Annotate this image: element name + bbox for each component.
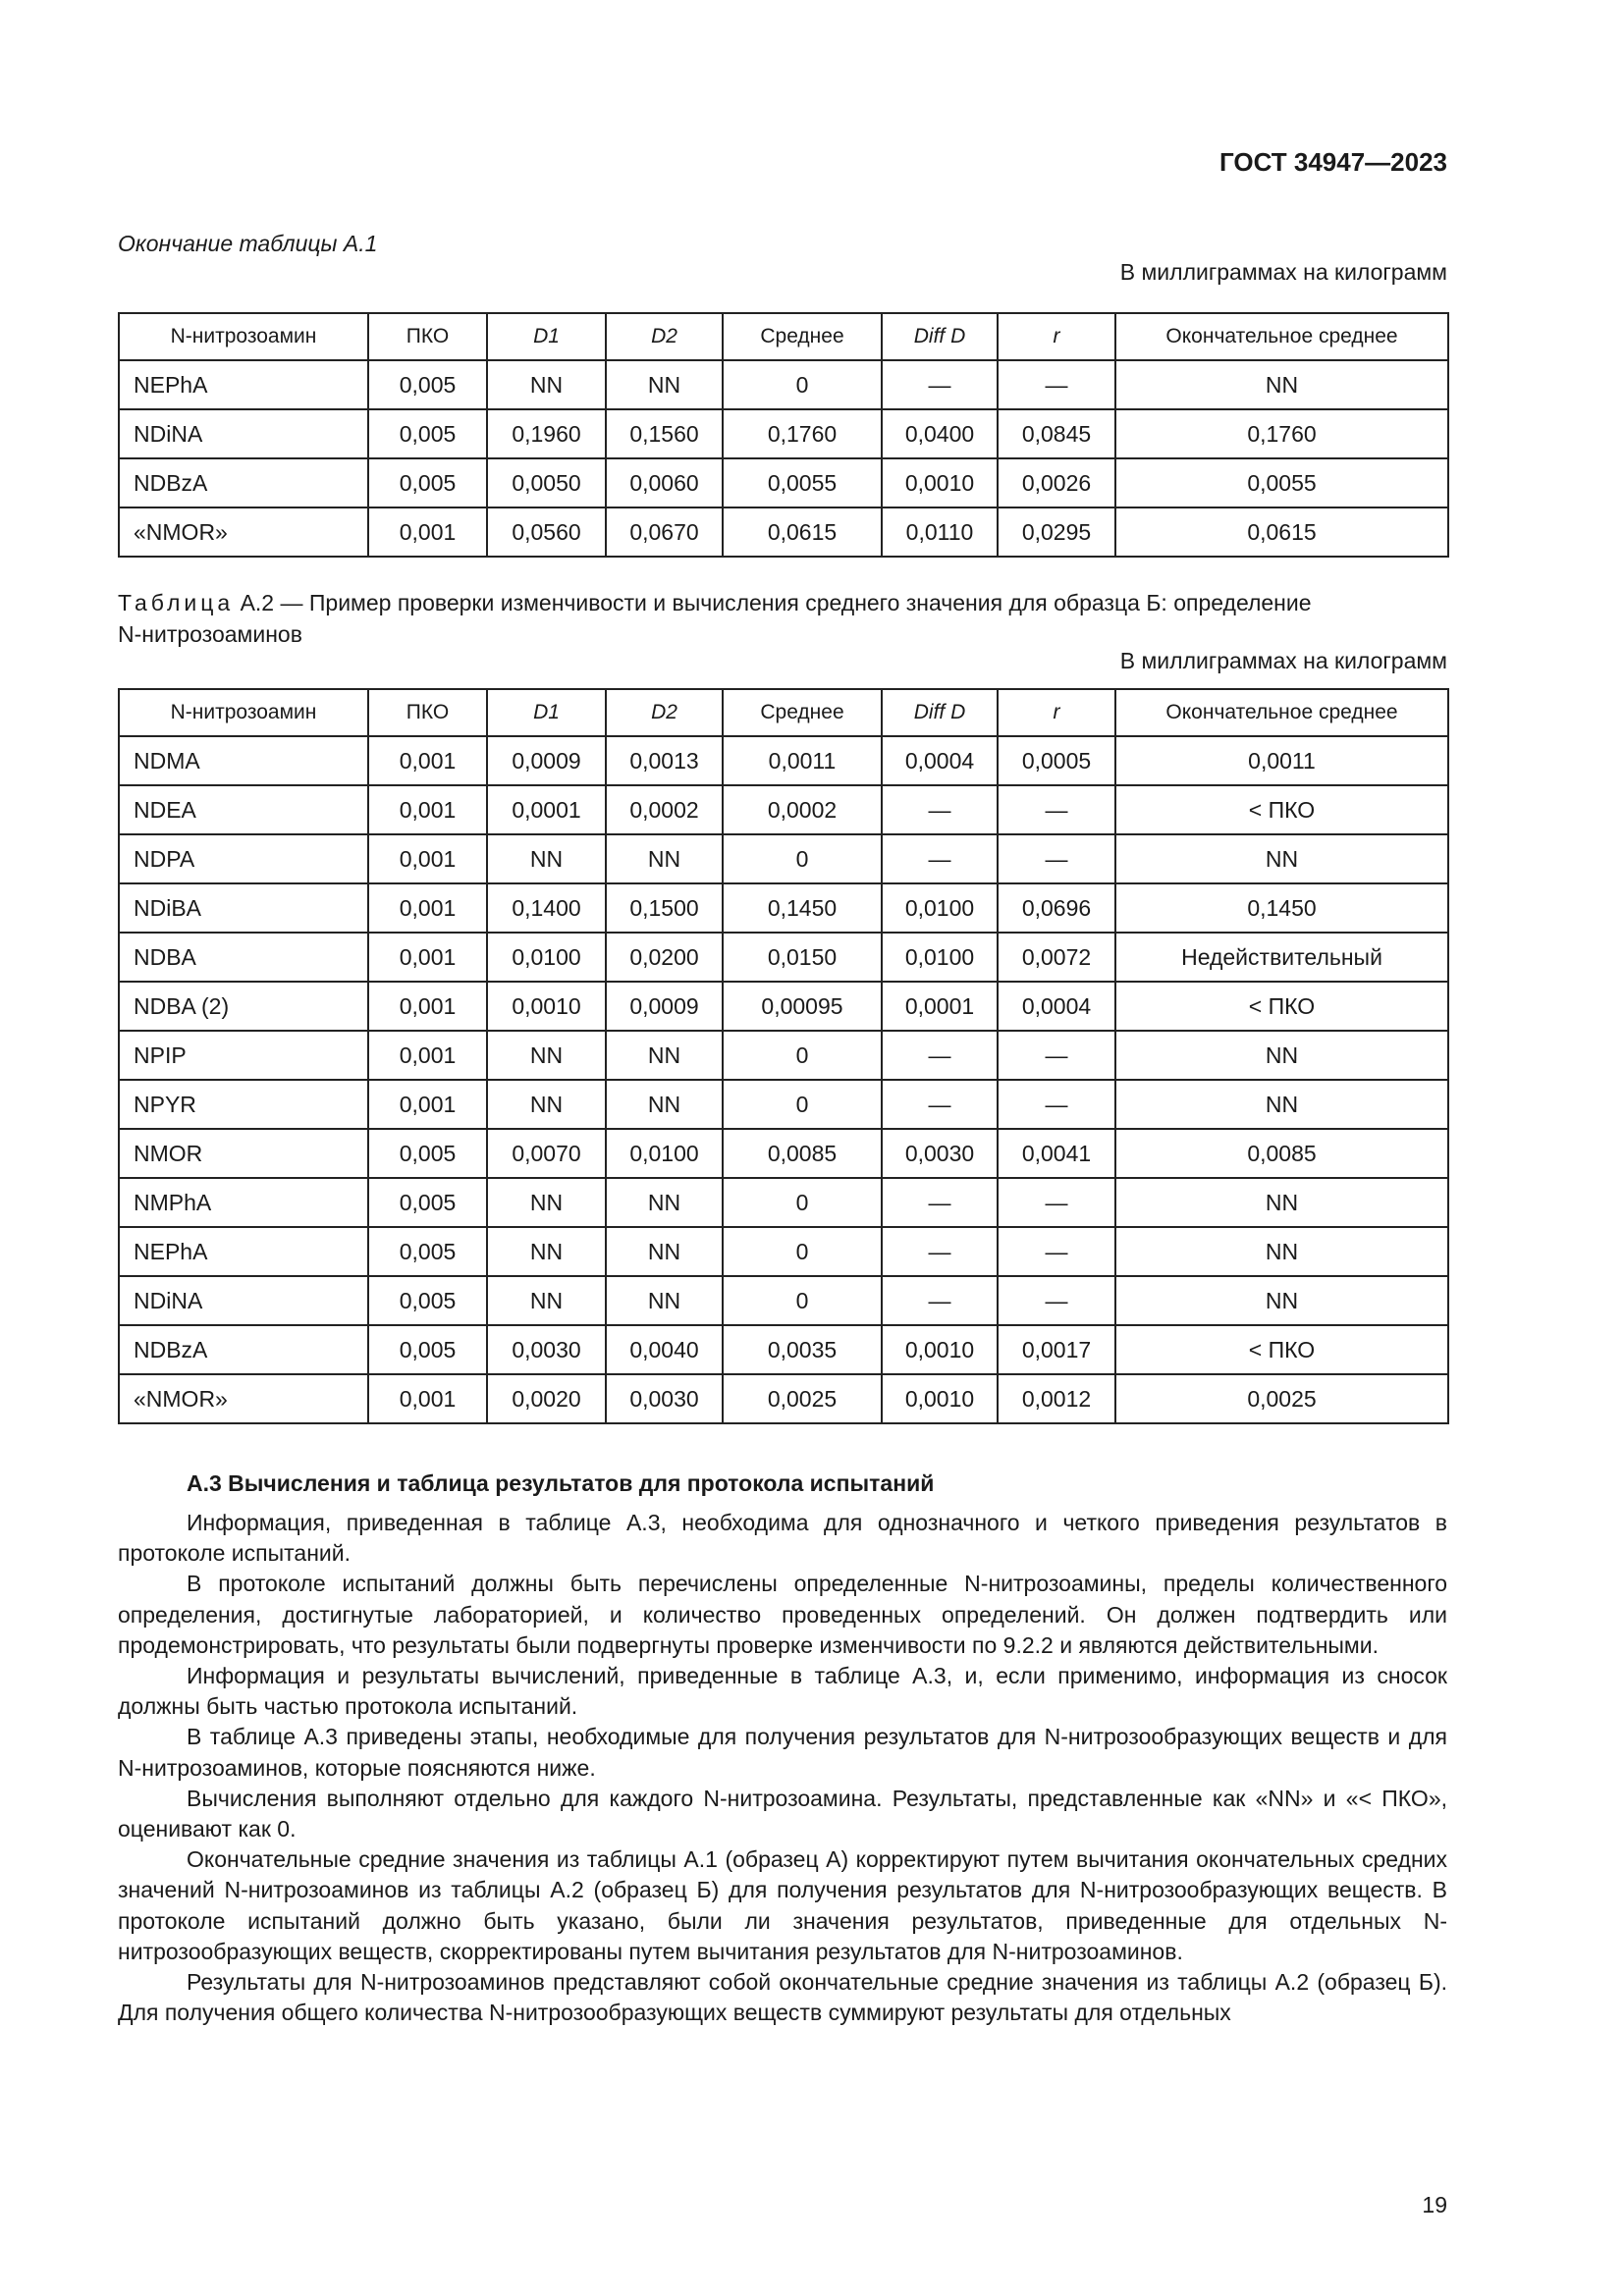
table-cell: 0,0100 [487, 933, 606, 982]
table-row [119, 785, 1448, 834]
table-cell: — [882, 1031, 998, 1080]
table1-caption: Окончание таблицы А.1 [118, 231, 378, 256]
table-cell: 0,005 [368, 458, 487, 507]
column-header: D1 [487, 689, 606, 736]
table-cell: 0,005 [368, 1178, 487, 1227]
table-cell: NDiNA [119, 409, 368, 458]
table-a1-end [118, 312, 1449, 558]
table-cell: «NMOR» [119, 1374, 368, 1423]
table-cell: 0,0100 [882, 883, 998, 933]
table-cell: 0,0004 [998, 982, 1115, 1031]
column-header: Среднее [723, 313, 882, 360]
table-cell: — [998, 1276, 1115, 1325]
table-cell: NN [606, 1276, 723, 1325]
paragraph: В протоколе испытаний должны быть перечислены определенные N-нитрозоамины, пределы количественного определения, достигнутые лабораторией, и количество проведенных определений. Он должен подтвердить или продемонстрировать, что результаты были подвергнуты проверке изменчивости по 9.2.2 и являются действительными. [118, 1571, 1447, 1658]
table2-units: В миллиграммах на килограмм [1119, 648, 1447, 673]
table-cell: NN [1115, 360, 1448, 409]
table-cell: 0,0040 [606, 1325, 723, 1374]
table-cell: — [998, 1227, 1115, 1276]
table-cell: Недействительный [1115, 933, 1448, 982]
table-row [119, 1031, 1448, 1080]
table-cell: NDiNA [119, 1276, 368, 1325]
table-cell: 0,1450 [723, 883, 882, 933]
table-cell: 0,0009 [606, 982, 723, 1031]
table-cell: 0,0560 [487, 507, 606, 557]
table-cell: NN [487, 1227, 606, 1276]
table-cell: 0,1960 [487, 409, 606, 458]
table-cell: 0,1760 [1115, 409, 1448, 458]
table-cell: 0,1400 [487, 883, 606, 933]
table-cell: 0,0110 [882, 507, 998, 557]
table-cell: 0,0025 [1115, 1374, 1448, 1423]
table-cell: 0,001 [368, 785, 487, 834]
table-cell: 0,0001 [487, 785, 606, 834]
table-cell: 0,0060 [606, 458, 723, 507]
table-cell: 0,005 [368, 1276, 487, 1325]
table-cell: 0,0017 [998, 1325, 1115, 1374]
table-cell: 0,0085 [1115, 1129, 1448, 1178]
table-row [119, 883, 1448, 933]
table-cell: 0,0615 [1115, 507, 1448, 557]
table-row [119, 360, 1448, 409]
table-cell: 0,0072 [998, 933, 1115, 982]
table-cell: 0,005 [368, 1129, 487, 1178]
table-cell: 0,0035 [723, 1325, 882, 1374]
table-cell: 0,001 [368, 982, 487, 1031]
table-cell: NN [1115, 1227, 1448, 1276]
table-cell: — [998, 360, 1115, 409]
table-cell: NN [1115, 1031, 1448, 1080]
table-cell: 0,0013 [606, 736, 723, 785]
table-row [119, 834, 1448, 883]
table-cell: «NMOR» [119, 507, 368, 557]
table-cell: — [882, 1178, 998, 1227]
table-cell: 0,0085 [723, 1129, 882, 1178]
section-body [118, 1508, 1447, 2028]
table-cell: 0,0030 [606, 1374, 723, 1423]
paragraph: Результаты для N-нитрозоаминов представляют собой окончательные средние значения из таблицы А.2 (образец Б). Для получения общего количества N-нитрозообразующих веществ суммируют результаты для отдельных [118, 1969, 1447, 2026]
column-header: ПКО [368, 689, 487, 736]
table-cell: 0,0100 [882, 933, 998, 982]
column-header: r [998, 689, 1115, 736]
column-header: D1 [487, 313, 606, 360]
column-header: Окончательное среднее [1115, 689, 1448, 736]
table-cell: NN [606, 1031, 723, 1080]
table-cell: 0,005 [368, 1227, 487, 1276]
table-cell: 0,1450 [1115, 883, 1448, 933]
table-cell: 0,0150 [723, 933, 882, 982]
table-cell: NDiBA [119, 883, 368, 933]
table-cell: 0,0615 [723, 507, 882, 557]
table-cell: 0,005 [368, 360, 487, 409]
table-cell: < ПКО [1115, 785, 1448, 834]
table-header-row [119, 689, 1448, 736]
page-number: 19 [1422, 2192, 1447, 2217]
table-cell: 0,005 [368, 1325, 487, 1374]
table-cell: NDBA (2) [119, 982, 368, 1031]
table-row [119, 507, 1448, 557]
table-cell: 0,0100 [606, 1129, 723, 1178]
table-row [119, 1374, 1448, 1423]
column-header: Окончательное среднее [1115, 313, 1448, 360]
table-cell: NN [487, 1178, 606, 1227]
table-cell: NDMA [119, 736, 368, 785]
table-cell: 0,0004 [882, 736, 998, 785]
table-cell: NN [487, 1080, 606, 1129]
table-cell: 0 [723, 1031, 882, 1080]
table-cell: — [882, 1080, 998, 1129]
column-header: Diff D [882, 689, 998, 736]
table2-caption [118, 587, 1312, 650]
column-header: D2 [606, 689, 723, 736]
table-cell: 0,0012 [998, 1374, 1115, 1423]
table-cell: 0,0055 [723, 458, 882, 507]
table-cell: < ПКО [1115, 1325, 1448, 1374]
document-code: ГОСТ 34947—2023 [1219, 147, 1447, 177]
table-cell: 0,0055 [1115, 458, 1448, 507]
table-cell: 0,0002 [723, 785, 882, 834]
table-cell: NN [606, 834, 723, 883]
table-cell: 0,1760 [723, 409, 882, 458]
table2-caption-text: А.2 — Пример проверки изменчивости и вычисления среднего значения для образца Б: определение [234, 590, 1312, 615]
table-row [119, 1227, 1448, 1276]
table-cell: NN [606, 360, 723, 409]
table-cell: NN [1115, 1178, 1448, 1227]
table-row [119, 458, 1448, 507]
table-cell: — [882, 1276, 998, 1325]
table-cell: NDBzA [119, 1325, 368, 1374]
table-cell: 0,001 [368, 883, 487, 933]
table-cell: 0,0011 [723, 736, 882, 785]
table-cell: NN [606, 1178, 723, 1227]
table-cell: NDPA [119, 834, 368, 883]
table-cell: — [998, 1031, 1115, 1080]
table-cell: — [998, 1080, 1115, 1129]
table-cell: 0,001 [368, 1031, 487, 1080]
table-cell: 0,00095 [723, 982, 882, 1031]
table-cell: NN [1115, 1276, 1448, 1325]
table-cell: NN [1115, 1080, 1448, 1129]
table-cell: 0,0010 [882, 458, 998, 507]
table-cell: 0,0010 [487, 982, 606, 1031]
table-row [119, 933, 1448, 982]
table-cell: NN [487, 360, 606, 409]
table-cell: 0,001 [368, 507, 487, 557]
table-cell: 0,1500 [606, 883, 723, 933]
table-cell: 0,1560 [606, 409, 723, 458]
table-row [119, 409, 1448, 458]
table-cell: NPIP [119, 1031, 368, 1080]
table-cell: NEPhA [119, 360, 368, 409]
table-cell: 0,0041 [998, 1129, 1115, 1178]
column-header: Среднее [723, 689, 882, 736]
table-cell: 0,0011 [1115, 736, 1448, 785]
column-header: r [998, 313, 1115, 360]
table-cell: NN [487, 834, 606, 883]
table-row [119, 1325, 1448, 1374]
table-cell: 0,0025 [723, 1374, 882, 1423]
table-cell: 0,0026 [998, 458, 1115, 507]
column-header: Diff D [882, 313, 998, 360]
table-cell: — [882, 834, 998, 883]
table-cell: 0,005 [368, 409, 487, 458]
table-cell: 0,0010 [882, 1325, 998, 1374]
section-title: А.3 Вычисления и таблица результатов для протокола испытаний [187, 1470, 935, 1496]
column-header: D2 [606, 313, 723, 360]
table-cell: 0,001 [368, 1080, 487, 1129]
table-cell: 0,0295 [998, 507, 1115, 557]
table-cell: 0,0001 [882, 982, 998, 1031]
table1-units: В миллиграммах на килограмм [1119, 259, 1447, 285]
table-cell: — [882, 1227, 998, 1276]
table-cell: 0 [723, 360, 882, 409]
table-a2 [118, 688, 1449, 1424]
table-cell: 0,0845 [998, 409, 1115, 458]
table-cell: NN [606, 1080, 723, 1129]
table-cell: 0 [723, 1080, 882, 1129]
table-row [119, 736, 1448, 785]
table-cell: NMOR [119, 1129, 368, 1178]
table-cell: < ПКО [1115, 982, 1448, 1031]
table-cell: — [998, 785, 1115, 834]
table-cell: 0,0009 [487, 736, 606, 785]
paragraph: Информация и результаты вычислений, приведенные в таблице А.3, и, если применимо, информация из сносок должны быть частью протокола испытаний. [118, 1663, 1447, 1720]
table-header-row [119, 313, 1448, 360]
table-cell: 0,0200 [606, 933, 723, 982]
paragraph: Окончательные средние значения из таблицы А.1 (образец А) корректируют путем вычитания окончательных средних значений N-нитрозоаминов из таблицы А.2 (образец Б) для получения результатов для N-нитрозообразующих веществ. В протоколе испытаний должно быть указано, были ли значения результатов, приведенные для отдельных N-нитрозообразующих веществ, скорректированы путем вычитания результатов для N-нитрозоаминов. [118, 1846, 1447, 1964]
table-cell: 0,0050 [487, 458, 606, 507]
table-cell: 0,0670 [606, 507, 723, 557]
paragraph: Вычисления выполняют отдельно для каждого N-нитрозоамина. Результаты, представленные как «NN» и «< ПКО», оценивают как 0. [118, 1785, 1447, 1842]
table-row [119, 1276, 1448, 1325]
table-cell: 0 [723, 1227, 882, 1276]
table-cell: 0,0400 [882, 409, 998, 458]
table-cell: NDBzA [119, 458, 368, 507]
table-row [119, 1129, 1448, 1178]
table-cell: 0,001 [368, 1374, 487, 1423]
table-cell: 0 [723, 1178, 882, 1227]
table-cell: 0,0020 [487, 1374, 606, 1423]
table-cell: — [998, 834, 1115, 883]
table-cell: NN [487, 1031, 606, 1080]
table-cell: 0 [723, 834, 882, 883]
table-cell: 0 [723, 1276, 882, 1325]
table-cell: 0,0002 [606, 785, 723, 834]
table-cell: NDBA [119, 933, 368, 982]
table-cell: NEPhA [119, 1227, 368, 1276]
table-cell: — [882, 360, 998, 409]
paragraph: Информация, приведенная в таблице А.3, необходима для однозначного и четкого приведения результатов в протоколе испытаний. [118, 1510, 1447, 1567]
table-cell: 0,0030 [882, 1129, 998, 1178]
table-cell: NN [606, 1227, 723, 1276]
table-cell: NN [1115, 834, 1448, 883]
table-cell: 0,0010 [882, 1374, 998, 1423]
table-cell: NDEA [119, 785, 368, 834]
table-cell: 0,0696 [998, 883, 1115, 933]
column-header: N-нитрозоамин [119, 689, 368, 736]
column-header: ПКО [368, 313, 487, 360]
paragraph: В таблице А.3 приведены этапы, необходимые для получения результатов для N-нитрозообразующих веществ и для N-нитрозоаминов, которые поясняются ниже. [118, 1724, 1447, 1781]
table-cell: 0,001 [368, 933, 487, 982]
table-cell: 0,0005 [998, 736, 1115, 785]
table-cell: — [882, 785, 998, 834]
table-row [119, 1178, 1448, 1227]
table-cell: NPYR [119, 1080, 368, 1129]
table-cell: 0,001 [368, 736, 487, 785]
table-row [119, 1080, 1448, 1129]
table-cell: NN [487, 1276, 606, 1325]
table2-caption-label: Таблица [118, 590, 235, 615]
table-cell: 0,0030 [487, 1325, 606, 1374]
table2-caption-line2: N-нитрозоаминов [118, 621, 302, 647]
table-cell: NMPhA [119, 1178, 368, 1227]
table-cell: — [998, 1178, 1115, 1227]
column-header: N-нитрозоамин [119, 313, 368, 360]
table-cell: 0,001 [368, 834, 487, 883]
table-cell: 0,0070 [487, 1129, 606, 1178]
table-row [119, 982, 1448, 1031]
